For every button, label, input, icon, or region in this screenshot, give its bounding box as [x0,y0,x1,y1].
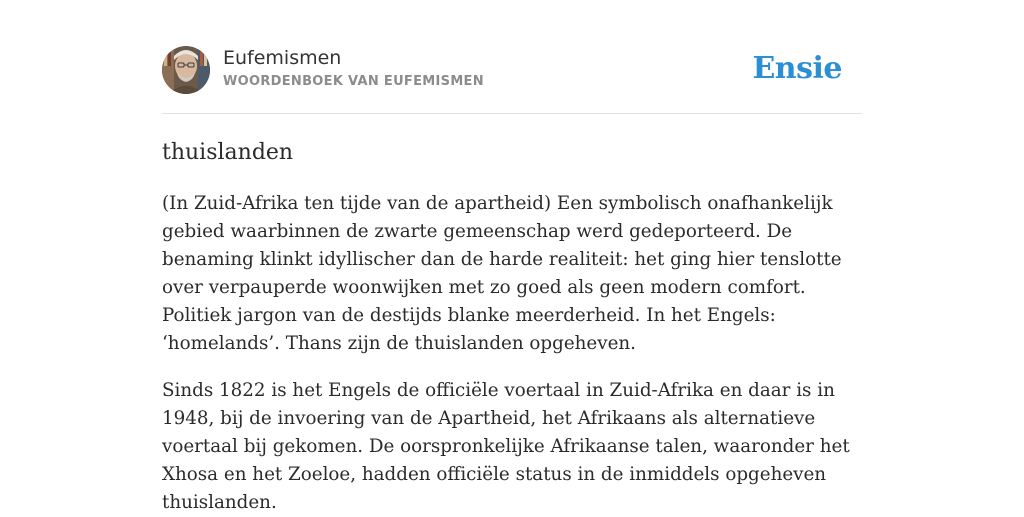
brand-logo[interactable]: Ensie [752,51,842,86]
divider [162,113,862,114]
entry-paragraph: (In Zuid-Afrika ten tijde van de apartheid) Een symbolisch onafhankelijk gebied waarbinnen de zwarte gemeenschap werd gedeporteerd. De benaming klinkt idyllischer dan de harde realiteit: het ging hier tenslotte over verpauperde woonwijken met zo goed als geen modern comfort. Politiek jargon van de destijds blanke meerderheid. In het Engels: ‘homelands’. Thans zijn de thuislanden opgeheven. [162,193,842,354]
author-name[interactable]: Eufemismen [223,47,342,69]
entry-paragraph: Sinds 1822 is het Engels de officiële voertaal in Zuid-Afrika en daar is in 1948, bij de invoering van de Apartheid, het Afrikaans als alternatieve voertaal bij gekomen. De oorspronkelijke Afrikaanse talen, waaronder het Xhosa en het Zoeloe, hadden officiële status in de inmiddels opgeheven thuislanden. [162,380,850,513]
avatar[interactable] [162,46,210,94]
entry-title: thuislanden [162,140,294,165]
page [162,0,862,512]
avatar-portrait-icon [162,46,210,94]
author-subtitle[interactable]: WOORDENBOEK VAN EUFEMISMEN [223,74,484,89]
header [162,46,862,96]
